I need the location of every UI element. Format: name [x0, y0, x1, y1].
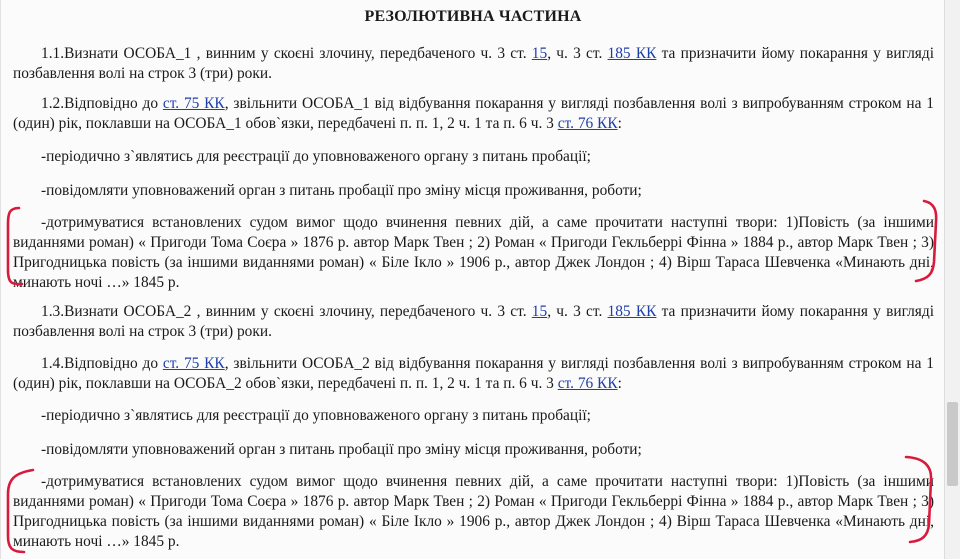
link-article-76[interactable]: ст. 76 КК — [557, 115, 618, 132]
section-heading: РЕЗОЛЮТИВНА ЧАСТИНА — [364, 8, 582, 25]
link-article-75[interactable]: ст. 75 КК — [162, 355, 225, 372]
paragraph-duty-3: -дотримуватися встановлених судом вимог щодо вчинення певних дій, а саме прочитати наступні твори: 1)Повість (за іншими виданнями роман) « Пригоди Тома Соєра » 1876 р. автор Марк Твен ; 2) Роман « Пригоди Гекльберрі Фінна » 1884 р., автор Марк Твен ; 3) Пригодницька повість (за іншими виданнями роман) « Біле Ікло » 1906 р., автор Джек Лондон ; 4) Вірш Тараса Шевченка «Минають дні, минають ночі …» 1845 р. — [13, 214, 934, 291]
paragraph-duty-2: -повідомляти уповноважений орган з питань пробації про зміну місця проживання, роботи; — [41, 182, 642, 199]
paragraph-1-2 — [13, 94, 934, 134]
vertical-scrollbar[interactable] — [944, 0, 960, 559]
paragraph-1-4 — [13, 354, 934, 394]
paragraph-duty-2: -повідомляти уповноважений орган з питань пробації про зміну місця проживання, роботи; — [41, 441, 642, 458]
link-article-185[interactable]: 185 КК — [607, 303, 657, 320]
paragraph-duty-1: -періодично з`являтись для реєстрації до уповноваженого органу з питань пробації; — [41, 148, 591, 165]
paragraph-duty-3: -дотримуватися встановлених судом вимог щодо вчинення певних дій, а саме прочитати наступні твори: 1)Повість (за іншими виданнями роман) « Пригоди Тома Соєра » 1876 р. автор Марк Твен ; 2) Роман « Пригоди Гекльберрі Фінна » 1884 р., автор Марк Твен ; 3) Пригодницька повість (за іншими виданнями роман) « Біле Ікло » 1906 р., автор Джек Лондон ; 4) Вірш Тараса Шевченка «Минають дні, минають ночі …» 1845 р. — [13, 473, 934, 550]
paragraph-text: : — [617, 115, 622, 132]
link-article-15[interactable]: 15 — [531, 303, 548, 320]
link-article-185[interactable]: 185 КК — [607, 45, 657, 62]
paragraph-text: , звільнити ОСОБА_2 від відбування покарання у вигляді позбавлення волі з випробуванням строком на 1 (один) рік, поклавши на ОСОБА_2 обов`язки, передбачені п. п. 1, 2 ч. 1 та п. 6 ч. 3 — [13, 355, 934, 392]
paragraph-text: 1.1.Визнати ОСОБА_1 , винним у скоєні злочину, передбаченого ч. 3 ст. — [41, 45, 532, 62]
paragraph-text: та призначити йому покарання у вигляді позбавлення волі на строк 3 (три) роки. — [13, 303, 934, 340]
scrollbar-thumb[interactable] — [947, 402, 958, 486]
link-article-75[interactable]: ст. 75 КК — [162, 95, 225, 112]
link-article-76[interactable]: ст. 76 КК — [557, 375, 618, 392]
link-article-15[interactable]: 15 — [531, 45, 548, 62]
paragraph-text: 1.2.Відповідно до — [41, 95, 163, 112]
paragraph-text: , ч. 3 ст. — [547, 303, 608, 320]
paragraph-text: , звільнити ОСОБА_1 від відбування покарання у вигляді позбавлення волі з випробуванням строком на 1 (один) рік, поклавши на ОСОБА_1 обов`язки, передбачені п. п. 1, 2 ч. 1 та п. 6 ч. 3 — [13, 95, 934, 132]
paragraph-text: та призначити йому покарання у вигляді позбавлення волі на строк 3 (три) роки. — [13, 45, 934, 82]
paragraph-text: 1.3.Визнати ОСОБА_2 , винним у скоєні злочину, передбаченого ч. 3 ст. — [41, 303, 532, 320]
paragraph-duty-1: -періодично з`являтись для реєстрації до уповноваженого органу з питань пробації; — [41, 407, 591, 424]
paragraph-1-1 — [13, 44, 934, 84]
paragraph-text: , ч. 3 ст. — [547, 45, 608, 62]
paragraph-text: : — [617, 375, 622, 392]
paragraph-text: 1.4.Відповідно до — [41, 355, 163, 372]
paragraph-1-3 — [13, 302, 934, 342]
